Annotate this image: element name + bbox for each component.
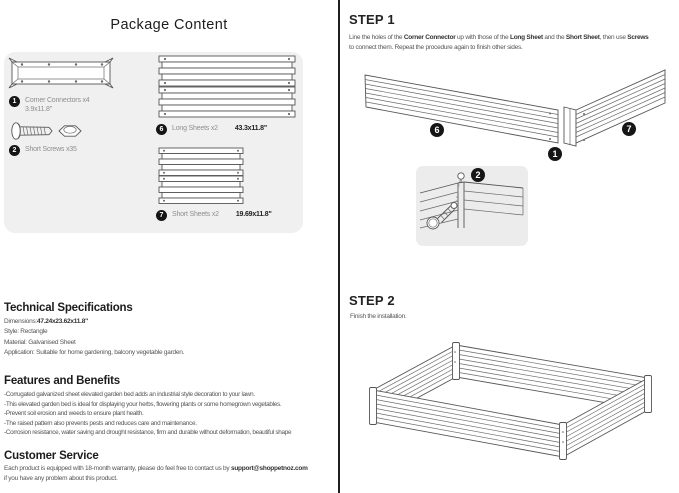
tech-spec-line: Style: Rectangle <box>4 328 48 336</box>
package-item-text: Short Screws x35 <box>25 146 77 153</box>
step2-heading: STEP 2 <box>349 293 395 308</box>
part-number-badge: 1 <box>9 96 20 107</box>
short-screw-diagram <box>9 120 83 142</box>
package-item-dim: 43.3x11.8" <box>234 125 267 132</box>
feature-line: -Corrosion resistance, water saving and drought resistance, firm and durable without deformation, beautiful shape <box>4 429 292 437</box>
step1-description: Line the holes of the Corner Connector up with those of the Long Sheet and the Short Sheet, then use Screws to connect them. Repeat the procedure again to finish other sides. <box>349 34 649 51</box>
tech-specs-heading: Technical Specifications <box>4 302 133 314</box>
customer-service-heading: Customer Service <box>4 450 99 462</box>
support-email: support@shoppetnoz.com <box>230 465 308 472</box>
feature-line: -This elevated garden bed is ideal for displaying your herbs, flowering plants or some homegrown vegetables. <box>4 400 282 408</box>
label-long-sheet-badge: 6 <box>430 123 444 137</box>
service-text: if you have any problem about this product. <box>4 475 118 482</box>
feature-line: -The raised pattern also prevents pests and reduces care and maintenance. <box>4 419 197 427</box>
corner-connector-diagram <box>8 56 114 90</box>
step2-description: Finish the installation. <box>350 313 407 320</box>
page-title: Package Content <box>110 17 228 33</box>
label-short-sheet-badge: 7 <box>622 122 636 136</box>
part-number-badge: 6 <box>156 124 167 135</box>
features-body <box>4 390 338 438</box>
tech-spec-line: Material: Galvanised Sheet <box>4 338 76 346</box>
package-item-dim: 19.69x11.8" <box>235 211 272 218</box>
package-item-long-sheets <box>156 124 267 135</box>
part-number-badge: 7 <box>156 210 167 221</box>
package-item-short-screws <box>9 145 77 156</box>
features-heading: Features and Benefits <box>4 375 120 387</box>
package-item-text: Corner Connectors x4 3.9x11.8" <box>25 97 90 113</box>
column-divider <box>338 0 340 493</box>
long-sheets-diagram <box>156 54 298 118</box>
package-item-short-sheets <box>156 210 272 221</box>
tech-specs-body <box>4 317 336 359</box>
package-item-corner-connectors <box>9 96 89 114</box>
package-item-text: Short Sheets x2 <box>172 211 219 218</box>
step1-assembly-diagram <box>343 60 678 168</box>
feature-line: -Corrugated galvanized sheet elevated garden bed adds an industrial style decoration to your lawn. <box>4 391 255 398</box>
customer-service-body <box>4 464 336 484</box>
step1-heading: STEP 1 <box>349 12 395 27</box>
step2-finished-bed-diagram <box>360 332 662 492</box>
package-item-text: Long Sheets x2 <box>172 125 218 132</box>
part-number-badge: 2 <box>9 145 20 156</box>
short-sheets-diagram <box>156 146 248 204</box>
service-text: Each product is equipped with 18-month warranty, please do feel free to contact us by <box>4 465 231 472</box>
feature-line: -Prevent soil erosion and weeds to ensure plant health. <box>4 410 144 418</box>
tech-spec-line: Application: Suitable for home gardening, balcony vegetable garden. <box>4 349 185 357</box>
label-connector-badge: 1 <box>548 147 562 161</box>
label-screw-badge: 2 <box>471 168 485 182</box>
tech-spec-line: Dimensions:47.24x23.62x11.8" <box>4 318 88 325</box>
